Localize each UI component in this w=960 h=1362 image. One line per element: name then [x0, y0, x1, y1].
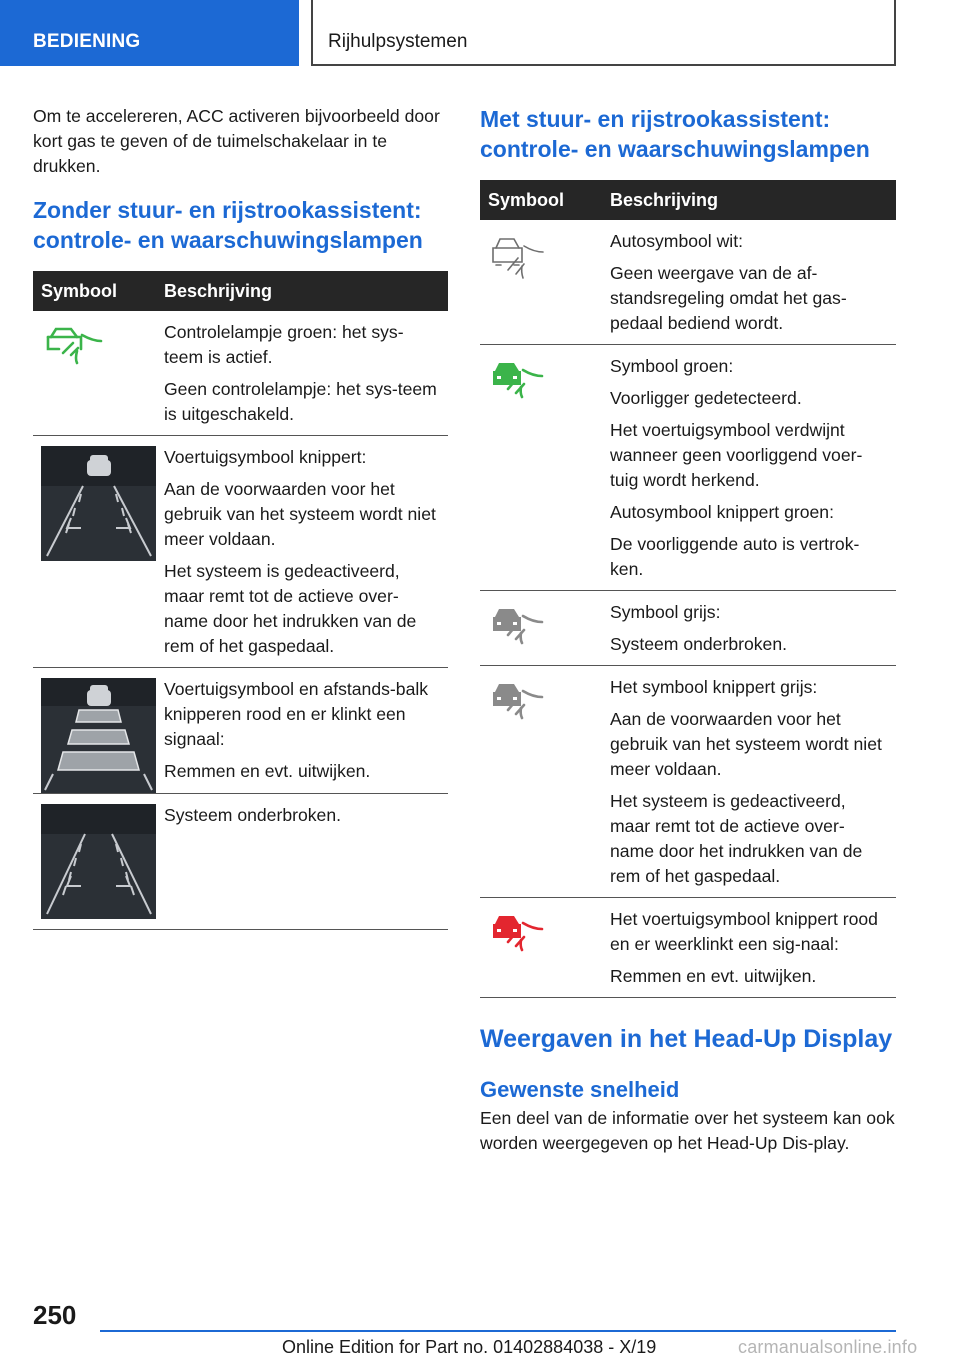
description-line: Aan de voorwaarden voor het gebruik van het systeem wordt niet meer voldaan. — [164, 479, 436, 549]
table-row — [33, 794, 448, 930]
description-line: Het systeem is gedeactiveerd, maar remt tot de actieve over-name door het indrukken van de rem of het gaspedaal. — [164, 561, 417, 656]
description-line: De voorliggende auto is vertrok-ken. — [610, 534, 860, 579]
description-line: Voorligger gedetecteerd. — [610, 388, 802, 408]
description-line: Geen controlelampje: het sys-teem is uitgeschakeld. — [164, 379, 437, 424]
symbol-cell — [33, 311, 156, 436]
description-line: Aan de voorwaarden voor het gebruik van het systeem wordt niet meer voldaan. — [610, 709, 882, 779]
description-line: Het symbool knippert grijs: — [610, 677, 818, 697]
symbol-cell — [480, 666, 602, 898]
description-line: Symbool grijs: — [610, 602, 721, 622]
description-cell — [602, 666, 896, 898]
symbol-cell — [33, 668, 156, 794]
left-column — [33, 104, 448, 930]
lane-view-empty-image — [41, 804, 156, 919]
lane-view-vehicle-image — [41, 446, 156, 561]
description-cell — [602, 898, 896, 998]
description-line: Remmen en evt. uitwijken. — [164, 761, 371, 781]
symbol-cell — [480, 345, 602, 591]
table-row — [480, 345, 896, 591]
section-tab[interactable]: BEDIENING — [0, 0, 299, 66]
right-symbol-table — [480, 180, 896, 998]
table-header-row — [33, 271, 448, 311]
table-row — [480, 898, 896, 998]
description-line: Voertuigsymbool knippert: — [164, 447, 367, 467]
gray-car-icon — [488, 601, 548, 646]
description-line: Het voertuigsymbool knippert rood en er weerklinkt een sig-naal: — [610, 909, 878, 954]
edition-text: Online Edition for Part no. 01402884038 - X/19 — [282, 1337, 657, 1357]
description-cell — [156, 311, 448, 436]
description-cell — [602, 591, 896, 666]
description-line: Geen weergave van de af-standsregeling omdat het gas-pedaal bediend wordt. — [610, 263, 847, 333]
symbol-cell — [480, 220, 602, 345]
intro-paragraph: Om te accelereren, ACC activeren bijvoorbeeld door kort gas te geven of de tuimelschakelaar in te drukken. — [33, 106, 440, 176]
description-line: Symbool groen: — [610, 356, 734, 376]
hud-paragraph: Een deel van de informatie over het systeem kan ook worden weergegeven op het Head-Up Dis-play. — [480, 1108, 895, 1153]
description-cell — [156, 794, 448, 930]
col-symbol-header: Symbool — [480, 180, 602, 220]
table-row — [480, 591, 896, 666]
col-desc-header: Beschrijving — [602, 180, 896, 220]
table-row — [480, 220, 896, 345]
symbol-cell — [480, 591, 602, 666]
symbol-cell — [33, 436, 156, 668]
right-heading: Met stuur- en rijstrookassistent: controle- en waarschuwingslampen — [480, 106, 870, 162]
page-number: 250 — [33, 1300, 77, 1330]
description-cell — [602, 345, 896, 591]
description-cell — [602, 220, 896, 345]
green-distance-car-icon — [41, 321, 111, 366]
description-line: Systeem onderbroken. — [610, 634, 788, 654]
right-column — [480, 104, 896, 1156]
table-row — [33, 311, 448, 436]
description-line: Autosymbool knippert groen: — [610, 502, 834, 522]
description-line: Het voertuigsymbool verdwijnt wanneer geen voorliggend voer-tuig wordt herkend. — [610, 420, 863, 490]
sub-title: Gewenste snelheid — [480, 1077, 680, 1102]
table-row — [33, 436, 448, 668]
lane-view-distance-bars-image — [41, 678, 156, 793]
description-cell — [156, 668, 448, 794]
gray-car-icon — [488, 676, 548, 721]
description-line: Autosymbool wit: — [610, 231, 743, 251]
white-car-outline-icon — [488, 230, 548, 280]
chapter-title: Rijhulpsystemen — [311, 0, 896, 66]
table-header-row — [480, 180, 896, 220]
green-car-icon — [488, 355, 548, 400]
table-row — [33, 668, 448, 794]
table-row — [480, 666, 896, 898]
left-heading: Zonder stuur- en rijstrookassistent: controle- en waarschuwingslampen — [33, 197, 423, 253]
col-symbol-header: Symbool — [33, 271, 156, 311]
description-line: Controlelampje groen: het sys-teem is actief. — [164, 322, 404, 367]
col-desc-header: Beschrijving — [156, 271, 448, 311]
watermark-text[interactable]: carmanualsonline.info — [738, 1337, 918, 1357]
description-cell — [156, 436, 448, 668]
symbol-cell — [480, 898, 602, 998]
description-line: Het systeem is gedeactiveerd, maar remt tot de actieve over-name door het indrukken van de rem of het gaspedaal. — [610, 791, 863, 886]
description-line: Voertuigsymbool en afstands-balk knipperen rood en er klinkt een signaal: — [164, 679, 429, 749]
section-title: Weergaven in het Head-Up Display — [480, 1025, 893, 1053]
description-line: Systeem onderbroken. — [164, 805, 342, 825]
left-symbol-table — [33, 271, 448, 930]
symbol-cell — [33, 794, 156, 930]
red-car-icon — [488, 908, 548, 953]
description-line: Remmen en evt. uitwijken. — [610, 966, 817, 986]
page-header — [0, 0, 960, 66]
footer-divider — [100, 1330, 896, 1332]
